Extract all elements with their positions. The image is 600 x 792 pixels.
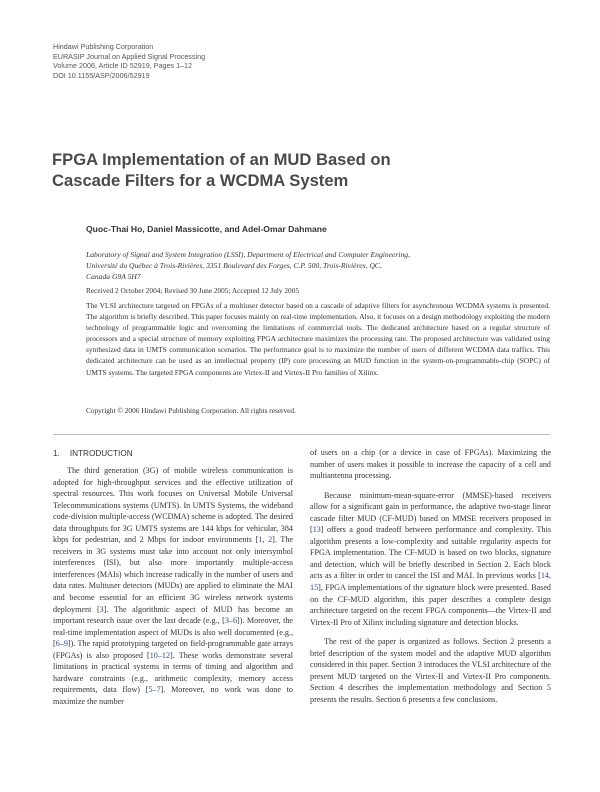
abstract: The VLSI architecture targeted on FPGAs of a multiuser detector based on a cascade of adaptive filters for asynchronous WCDMA systems is presented. The algorithm is briefly described. This paper focuses mainly on real-time implementation. Also, it focuses on a design methodology exploiting the modern technology of programmable logic and overcoming the limitations of commercial tools. The dedicated architecture based on a regular structure of processors and a special structure of memory exploiting FPGA architecture maximizes the processing rate. The proposed architecture was validated using synthesized data in UMTS communication scenarios. The performance goal is to maximize the number of users of different WCDMA data traffics. This dedicated architecture can be used as an intellectual property (IP) core processing an MUD function in the system-on-programmable-chip (SOPC) of UMTS systems. The targeted FPGA components are Virtex-II and Virtex-II Pro families of Xilinx.	[86, 301, 550, 377]
citation-link[interactable]: 13	[312, 525, 321, 535]
intro-paragraph-3: The rest of the paper is organized as follows. Section 2 presents a brief description of the system model and the adaptive MUD algorithm considered in this paper. Section 3 introduces the VLSI architecture of the present MUD targeted on the Virtex-II and Virtex-II Pro components. Section 4 describes the implementation methodology and Section 5 presents the results. Section 6 presents a few conclusions.	[310, 637, 551, 704]
citation-link[interactable]: 1	[258, 535, 263, 545]
citation-link[interactable]: 3	[99, 604, 104, 614]
intro-paragraph-1: The third generation (3G) of mobile wireless communication is adopted for high-throughput services and the effective utilization of spectral resources. This work focuses on Universal Mobile Universal Telecommunications systems (UMTS). In UMTS Systems, the wideband code-division multiple-access (WCDMA) scheme is adopted. The desired data throughputs for 3G UMTS systems are 144 kbps for vehicular, 384 kbps for pedestrian, and 2 Mbps for indoor environments [1, 2]. The receivers in 3G systems must take into account not only intersymbol interferences (ISI), but also more importantly multiple-access interferences (MAIs) which increase radically in the number of users and data rates. Multiuser detectors (MUDs) are applied to eliminate the MAI and become essential for an efficient 3G wireless network systems deployment [3]. The algorithmic aspect of MUD has become an important research issue over the last decade (e.g., [3–6]). Moreover, the real-time implementation aspect of MUDs is also well documented (e.g., [6–9]). The rapid prototyping targeted on field-programmable gate arrays (FPGAs) is also proposed [10–12]. These works demonstrate several limitations in practical systems in terms of timing and algorithm and hardware constraints (e.g., arithmetic complexity, memory access requirements, data flow) [5–7]. Moreover, no work was done to maximize the number	[53, 466, 294, 706]
left-column	[53, 465, 293, 707]
journal-header	[53, 42, 205, 80]
title-line-1: FPGA Implementation of an MUD Based on	[52, 150, 391, 169]
submission-dates: Received 2 October 2004; Revised 30 June 2005; Accepted 12 July 2005	[86, 286, 299, 295]
citation-link[interactable]: 15	[310, 583, 319, 593]
publisher-line: Hindawi Publishing Corporation	[53, 42, 154, 51]
citation-link[interactable]: 3–6	[224, 616, 237, 626]
volume-line: Volume 2006, Article ID 52919, Pages 1–12	[53, 61, 193, 71]
title-line-2: Cascade Filters for a WCDMA System	[52, 171, 349, 190]
section-divider	[53, 434, 550, 435]
paper-title	[52, 149, 472, 191]
journal-line: EURASIP Journal on Applied Signal Processing	[53, 51, 206, 61]
citation-link[interactable]: 5–7	[148, 685, 161, 695]
copyright-notice: Copyright © 2006 Hindawi Publishing Corporation. All rights reserved.	[86, 406, 296, 415]
affiliation-line-1: Laboratory of Signal and System Integration (LSSI), Department of Electrical and Computer Engineering,	[86, 250, 410, 259]
section-title: INTRODUCTION	[69, 449, 133, 458]
doi-line: DOI 10.1155/ASP/2006/52919	[53, 70, 150, 80]
citation-link[interactable]: 10–12	[149, 650, 171, 660]
section-number: 1.	[53, 449, 60, 458]
citation-link[interactable]: 14	[540, 571, 549, 581]
right-column	[310, 447, 551, 705]
citation-link[interactable]: 6–9	[55, 639, 68, 649]
intro-paragraph-1-cont: of users on a chip (or a device in case of FPGAs). Maximizing the number of users makes it possible to increase the capacity of a cell and multiantenna processing.	[310, 448, 551, 481]
section-heading	[53, 449, 133, 458]
citation-link[interactable]: 2	[268, 535, 273, 545]
author-list: Quoc-Thai Ho, Daniel Massicotte, and Adel-Omar Dahmane	[86, 224, 327, 234]
affiliation-line-2: Université du Québec à Trois-Rivières, 3351 Boulevard des Forges, C.P. 500, Trois-Rivières, QC,	[86, 261, 382, 271]
intro-paragraph-2: Because minimum-mean-square-error (MMSE)-based receivers allow for a significant gain in performance, the adaptive two-stage linear cascade filter MUD (CF-MUD) based on MMSE receivers proposed in [13] offers a good tradeoff between performance and complexity. This algorithm presents a low-complexity and suitable regularity aspects for FPGA implementation. The CF-MUD is based on two blocks, signature and detection, which will be briefly described in Section 2. Each block acts as a filter in order to cancel the ISI and MAI. In previous works [14, 15], FPGA implementations of the signature block were presented. Based on the CF-MUD algorithm, this paper describes a complete design architecture targeted on the recent FPGA components—the Virtex-II and Virtex-II Pro of Xilinx including signature and detection blocks.	[310, 490, 551, 627]
affiliation	[86, 249, 410, 283]
affiliation-line-3: Canada G9A 5H7	[86, 272, 141, 282]
